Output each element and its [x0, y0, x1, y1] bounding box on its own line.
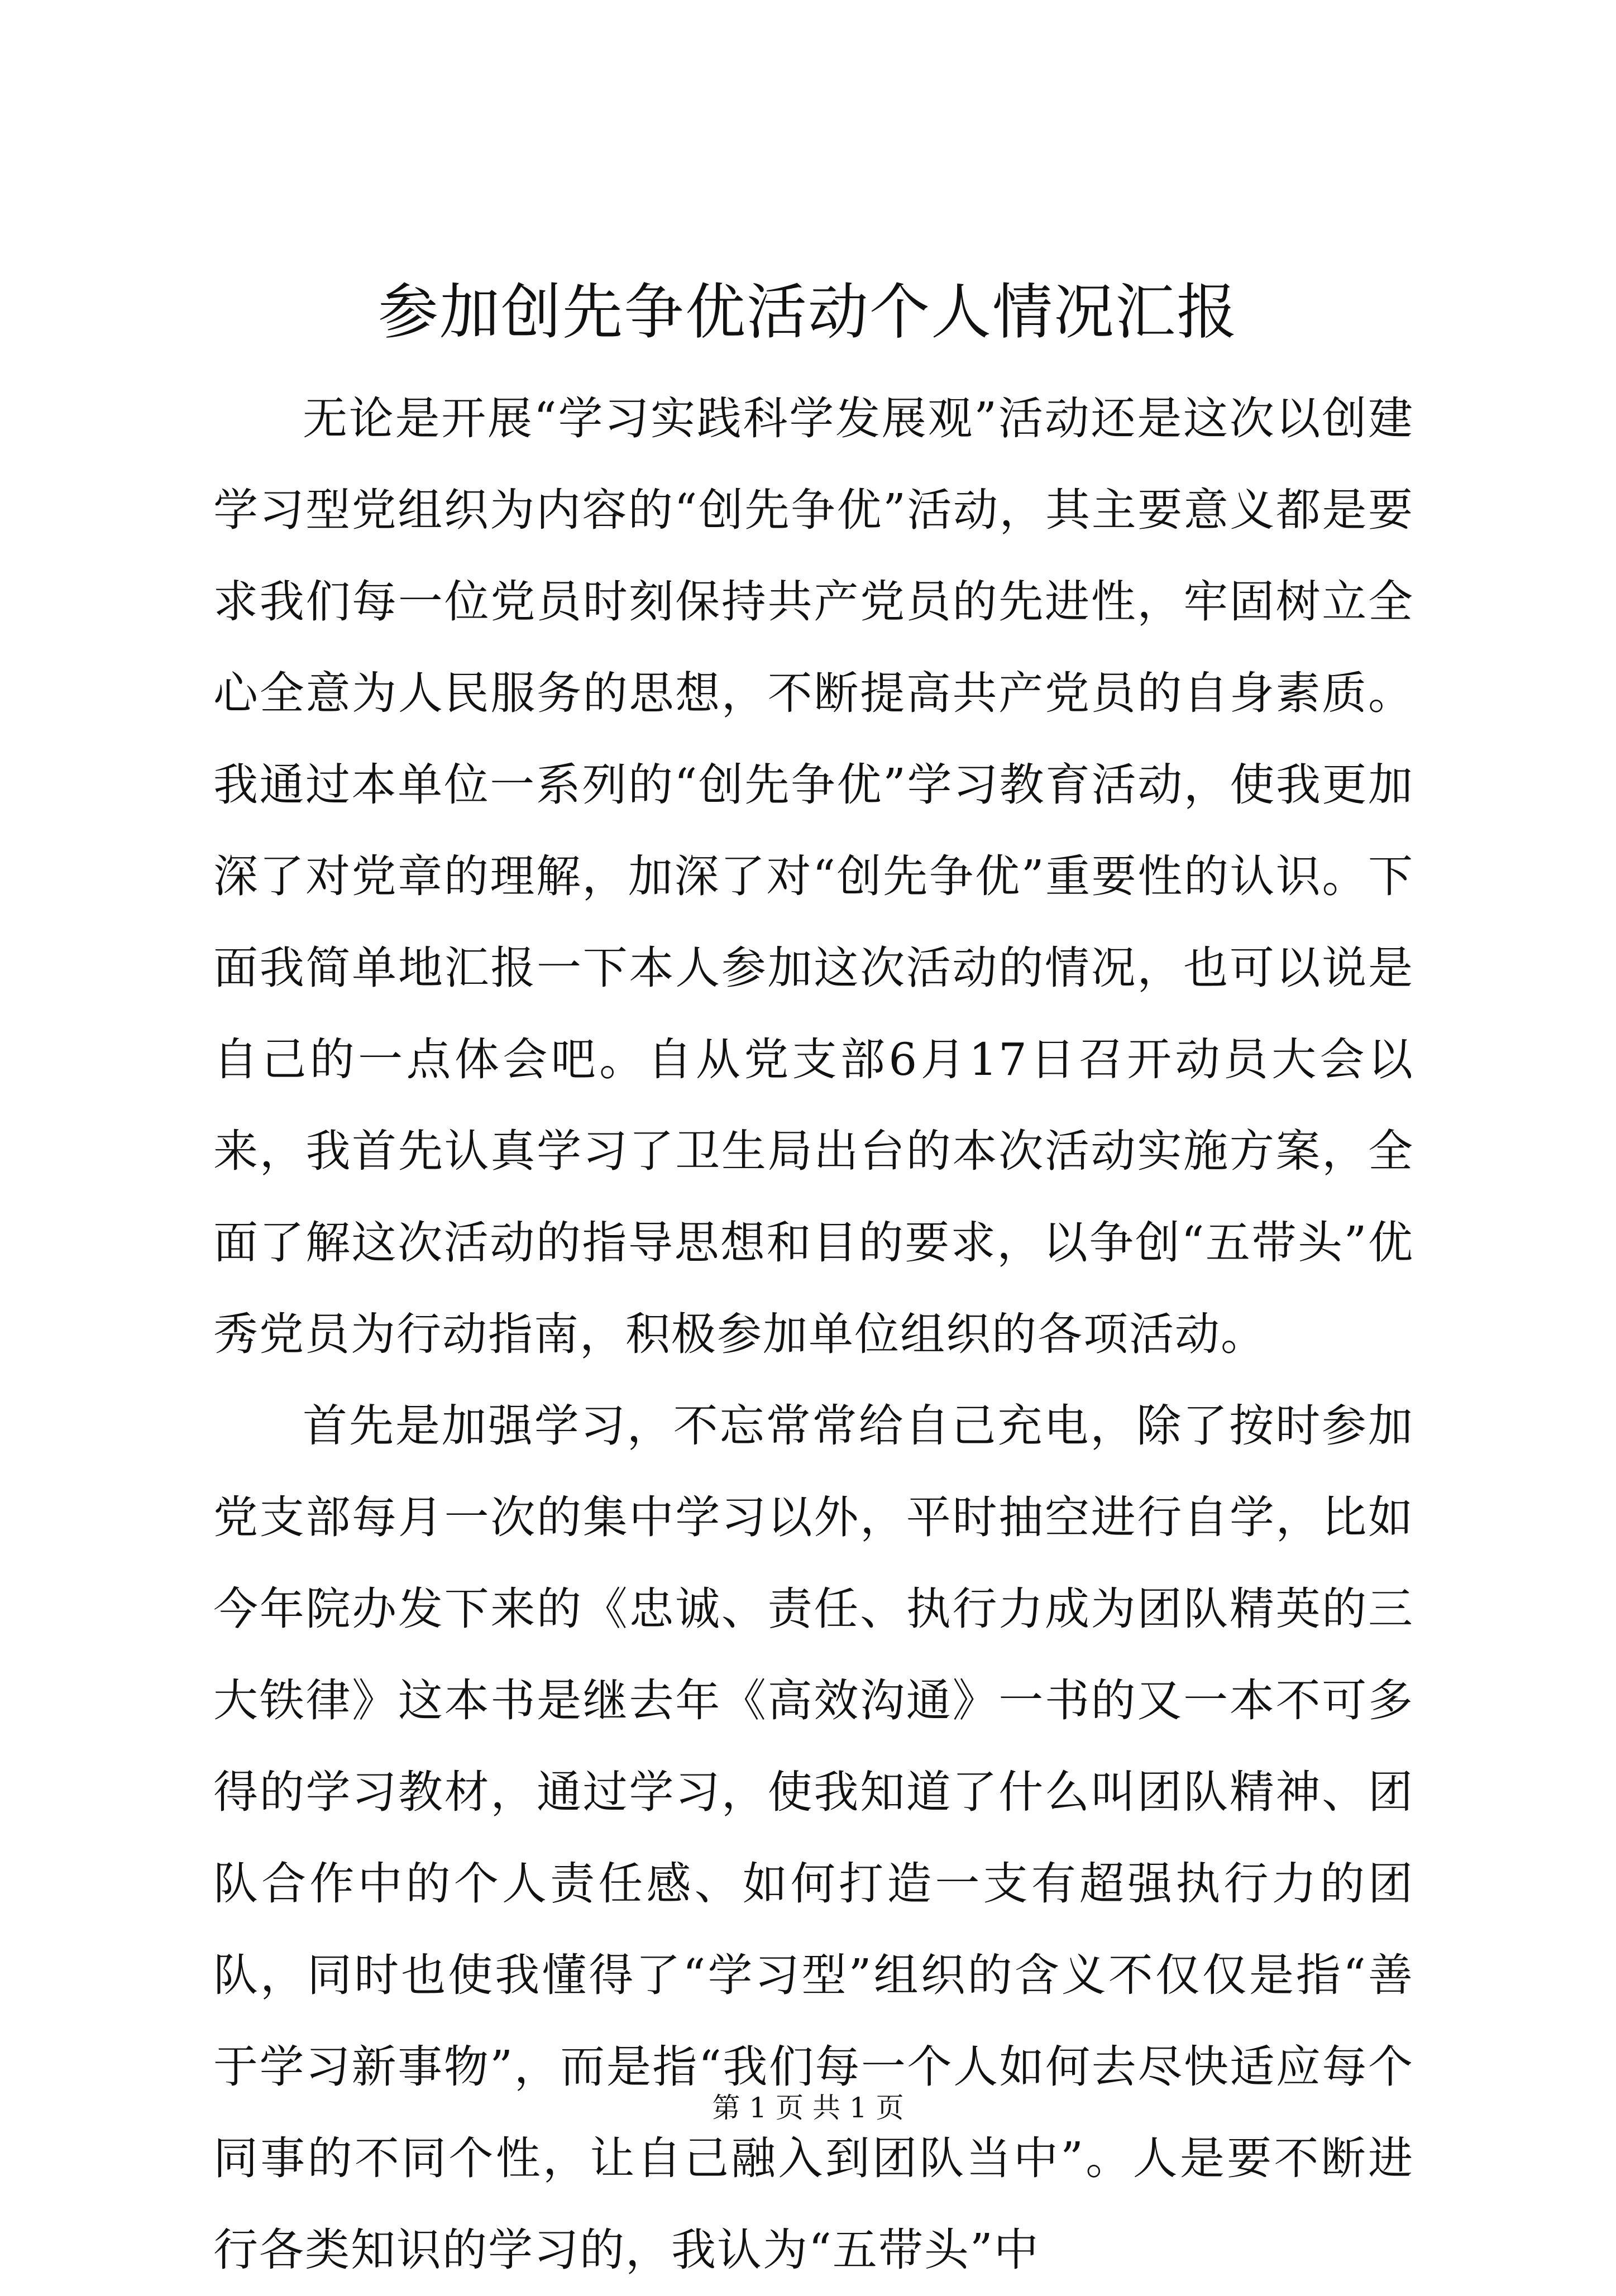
page-footer: 第 1 页 共 1 页	[712, 2092, 904, 2124]
paragraph-1: 无论是开展“学习实践科学发展观”活动还是这次以创建学习型党组织为内容的“创先争优”活动，其主要意义都是要求我们每一位党员时刻保持共产党员的先进性，牢固树立全心全意为人民服务的思想，不断提高共产党员的自身素质。我通过本单位一系列的“创先争优”学习教育活动，使我更加深了对党章的理解，加深了对“创先争优”重要性的认识。下面我简单地汇报一下本人参加这次活动的情况，也可以说是自己的一点体会吧。自从党支部6月17日召开动员大会以来，我首先认真学习了卫生局出台的本次活动实施方案，全面了解这次活动的指导思想和目的要求，以争创“五带头”优秀党员为行动指南，积极参加单位组织的各项活动。	[213, 393, 1414, 1360]
document-title: 参加创先争优活动个人情况汇报	[377, 278, 1238, 347]
paragraph-2: 首先是加强学习，不忘常常给自己充电，除了按时参加党支部每月一次的集中学习以外，平时抽空进行自学，比如今年院办发下来的《忠诚、责任、执行力成为团队精英的三大铁律》这本书是继去年《高效沟通》一书的又一本不可多得的学习教材，通过学习，使我知道了什么叫团队精神、团队合作中的个人责任感、如何打造一支有超强执行力的团队，同时也使我懂得了“学习型”组织的含义不仅仅是指“善于学习新事物”，而是指“我们每一个人如何去尽快适应每个同事的不同个性，让自己融入到团队当中”。人是要不断进行各类知识的学习的，我认为“五带头”中	[213, 1400, 1414, 2276]
document-body	[213, 373, 1414, 2296]
